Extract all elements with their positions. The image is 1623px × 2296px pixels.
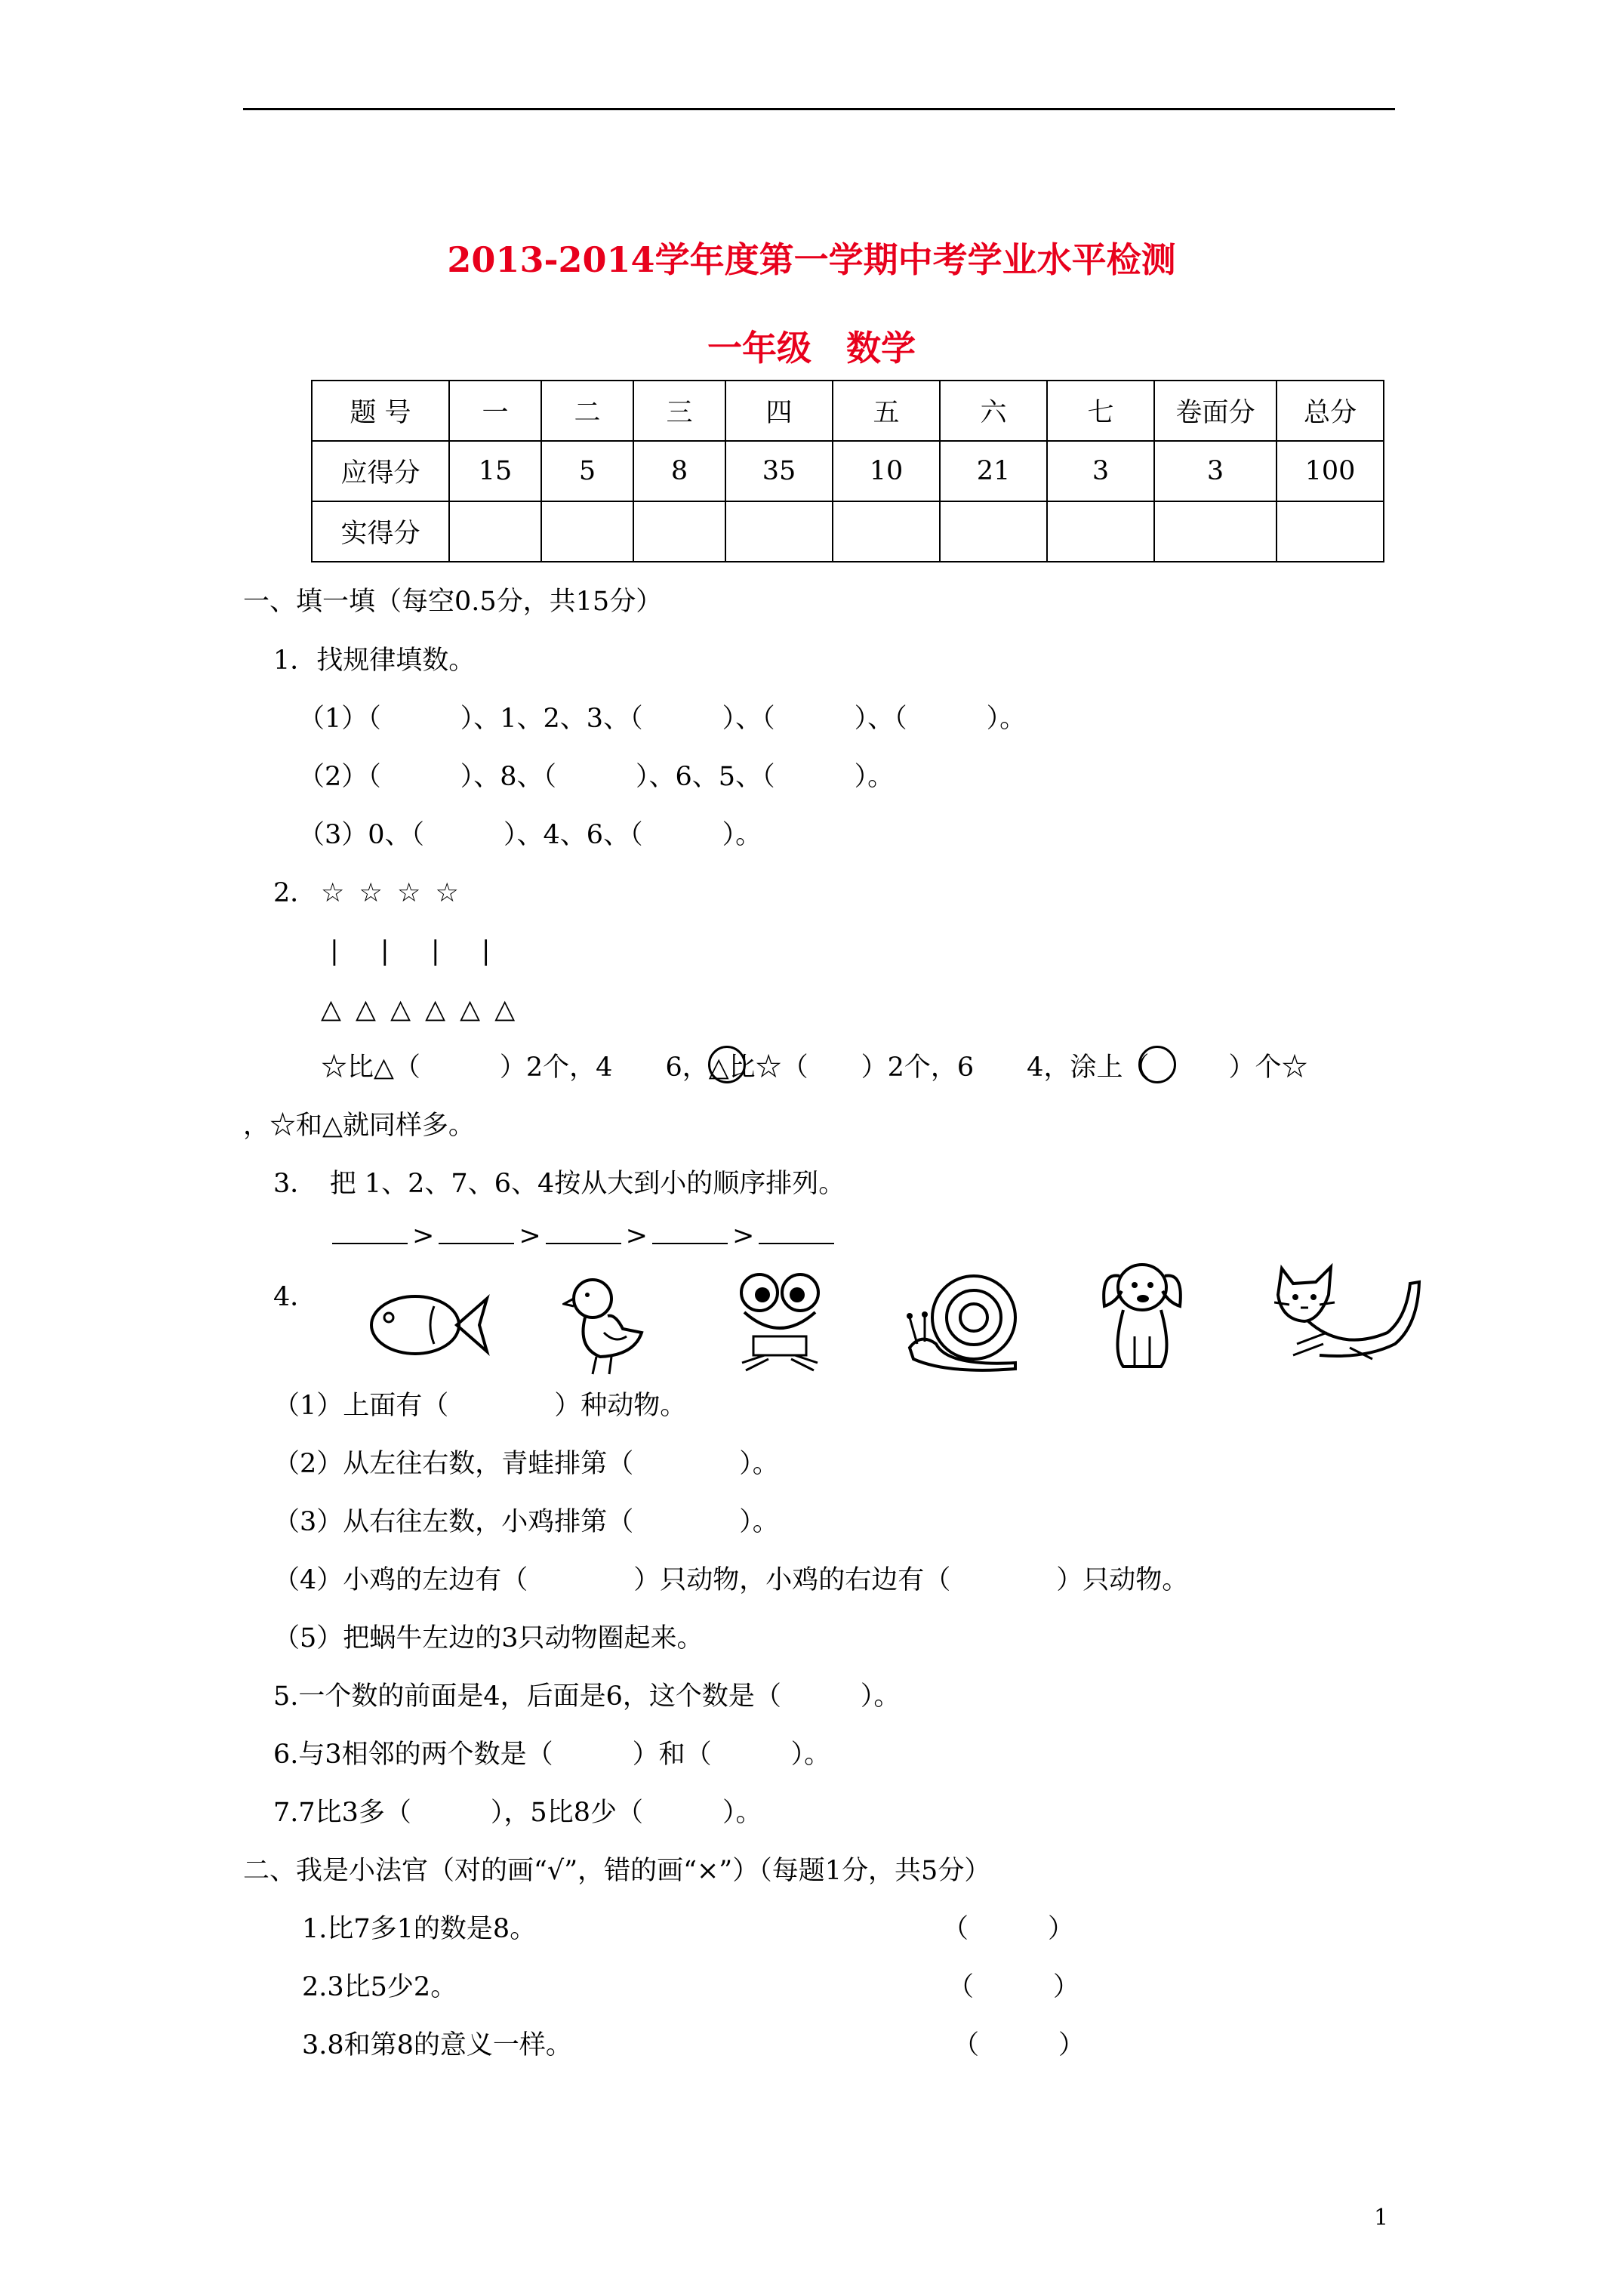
section1-heading: 一、填一填（每空0.5分，共15分） bbox=[243, 587, 663, 617]
score-input-cell[interactable] bbox=[725, 501, 833, 562]
table-cell: 六 bbox=[940, 381, 1047, 441]
table-cell: 5 bbox=[541, 441, 633, 501]
judge-answer-3[interactable]: （ ） bbox=[953, 2030, 1086, 2060]
compare-circle[interactable] bbox=[708, 1046, 746, 1083]
answer-blank[interactable] bbox=[759, 1220, 834, 1244]
answer-blank[interactable] bbox=[652, 1220, 728, 1244]
score-input-cell[interactable] bbox=[633, 501, 725, 562]
table-cell: 五 bbox=[833, 381, 940, 441]
judge-item-3: 3.8和第8的意义一样。 bbox=[302, 2030, 572, 2060]
frog-icon bbox=[731, 1268, 829, 1374]
table-cell: 21 bbox=[940, 441, 1047, 501]
page-subtitle: 一年级 数学 bbox=[707, 328, 916, 368]
table-cell: 一 bbox=[449, 381, 541, 441]
section2-heading: 二、我是小法官（对的画“√”，错的画“×”）（每题1分，共5分） bbox=[243, 1856, 991, 1886]
question-1-1: （1）（ ）、1、2、3、（ ）、（ ）、（ ）。 bbox=[298, 704, 1027, 734]
table-cell: 35 bbox=[725, 441, 833, 501]
score-expected-row bbox=[312, 441, 1384, 501]
question-1-2: （2）（ ）、8、（ ）、6、5、（ ）。 bbox=[298, 762, 895, 792]
score-table bbox=[311, 380, 1384, 562]
question-3: 3． 把 1、2、7、6、4按从大到小的顺序排列。 bbox=[273, 1169, 845, 1199]
judge-answer-2[interactable]: （ ） bbox=[947, 1972, 1080, 2002]
table-cell: 应得分 bbox=[312, 441, 449, 501]
table-cell: 二 bbox=[541, 381, 633, 441]
question-4-label: 4． bbox=[273, 1282, 317, 1312]
table-cell: 三 bbox=[633, 381, 725, 441]
answer-blank[interactable] bbox=[439, 1220, 514, 1244]
question-2-label: 2． bbox=[273, 878, 317, 908]
table-cell: 七 bbox=[1047, 381, 1154, 441]
table-cell: 8 bbox=[633, 441, 725, 501]
fish-icon bbox=[366, 1284, 494, 1367]
judge-item-1: 1.比7多1的数是8。 bbox=[302, 1914, 537, 1944]
table-cell: 10 bbox=[833, 441, 940, 501]
table-cell: 总分 bbox=[1277, 381, 1384, 441]
question-4-2: （2）从左往右数，青蛙排第（ ）。 bbox=[273, 1449, 779, 1479]
score-input-cell[interactable] bbox=[833, 501, 940, 562]
dog-icon bbox=[1093, 1253, 1191, 1374]
score-header-row bbox=[312, 381, 1384, 441]
score-input-cell[interactable] bbox=[1277, 501, 1384, 562]
table-cell: 3 bbox=[1154, 441, 1277, 501]
question-2-text: ☆比△（ ）2个，4 6，△比☆（ ）2个，6 4，涂上（ ）个☆ bbox=[321, 1052, 1308, 1083]
judge-item-2: 2.3比5少2。 bbox=[302, 1972, 457, 2002]
page-title: 2013-2014学年度第一学期中考学业水平检测 bbox=[447, 239, 1176, 280]
question-4-1: （1）上面有（ ）种动物。 bbox=[273, 1391, 687, 1421]
triangle-row: △ △ △ △ △ △ bbox=[321, 994, 519, 1025]
star-row: ☆ ☆ ☆ ☆ bbox=[321, 878, 462, 908]
score-input-cell[interactable] bbox=[1047, 501, 1154, 562]
score-input-cell[interactable] bbox=[449, 501, 541, 562]
answer-blank[interactable] bbox=[332, 1220, 408, 1244]
question-6: 6.与3相邻的两个数是（ ）和（ ）。 bbox=[273, 1740, 831, 1770]
answer-blank[interactable] bbox=[546, 1220, 621, 1244]
score-actual-row bbox=[312, 501, 1384, 562]
score-input-cell[interactable] bbox=[940, 501, 1047, 562]
table-cell: 实得分 bbox=[312, 501, 449, 562]
question-4-4: （4）小鸡的左边有（ ）只动物，小鸡的右边有（ ）只动物。 bbox=[273, 1565, 1189, 1595]
cat-icon bbox=[1274, 1261, 1425, 1374]
table-cell: 15 bbox=[449, 441, 541, 501]
question-4-3: （3）从右往左数，小鸡排第（ ）。 bbox=[273, 1507, 779, 1537]
table-cell: 题 号 bbox=[312, 381, 449, 441]
score-input-cell[interactable] bbox=[541, 501, 633, 562]
page-number: 1 bbox=[1374, 2205, 1389, 2231]
snail-icon bbox=[902, 1272, 1023, 1378]
score-input-cell[interactable] bbox=[1154, 501, 1277, 562]
question-7: 7.7比3多（ ），5比8少（ ）。 bbox=[273, 1798, 762, 1828]
ordering-blanks: > > > > bbox=[332, 1219, 834, 1253]
chick-icon bbox=[562, 1272, 653, 1378]
table-cell: 四 bbox=[725, 381, 833, 441]
question-5: 5.一个数的前面是4，后面是6，这个数是（ ）。 bbox=[273, 1681, 901, 1712]
question-2-text-cont: ，☆和△就同样多。 bbox=[243, 1111, 475, 1141]
table-cell: 3 bbox=[1047, 441, 1154, 501]
question-1: 1．找规律填数。 bbox=[273, 646, 476, 676]
judge-answer-1[interactable]: （ ） bbox=[942, 1914, 1075, 1944]
bar-row: | | | | bbox=[330, 936, 507, 966]
compare-circle[interactable] bbox=[1138, 1046, 1176, 1083]
question-4-5: （5）把蜗牛左边的3只动物圈起来。 bbox=[273, 1623, 704, 1653]
question-1-3: （3）0、（ ）、4、6、（ ）。 bbox=[298, 820, 762, 850]
table-cell: 100 bbox=[1277, 441, 1384, 501]
table-cell: 卷面分 bbox=[1154, 381, 1277, 441]
header-rule bbox=[243, 108, 1395, 110]
